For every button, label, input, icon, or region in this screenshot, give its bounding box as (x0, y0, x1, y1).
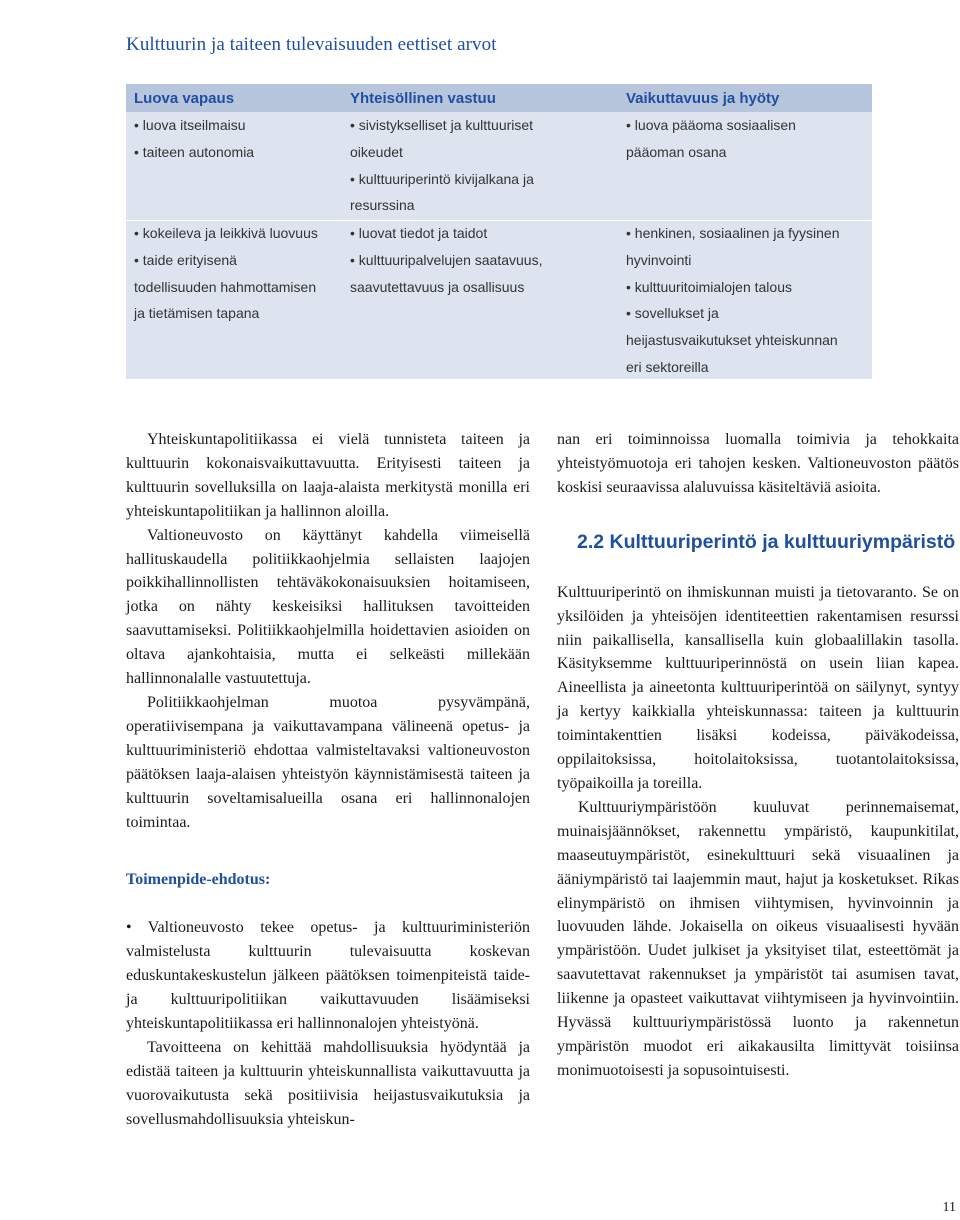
section-heading: 2.2 Kulttuuriperintö ja kulttuuriympäristö (577, 530, 956, 553)
table-line: eri sektoreilla (626, 358, 709, 375)
table-line: • luovat tiedot ja taidot (350, 225, 488, 241)
table-line: hyvinvointi (626, 251, 692, 268)
table-line: • taiteen autonomia (134, 143, 255, 160)
table-line: • kulttuuripalvelujen saatavuus, (350, 251, 543, 268)
left-text-column (126, 428, 530, 1131)
body-paragraph: Kulttuuriperintö on ihmiskunnan muisti ja tietovaranto. Se on yksilöiden ja yhteisöjen identiteettien rakentamisen resurssi niin paikallisella, kansallisella kuin globaalillakin tasolla. Käsityksemme kulttuuriperinnöstä on usein liian kapea. Aineellista ja aineetonta kulttuuriperintöä on säilynyt, syntyy ja kertyy kaikkialla yhteiskunnassa: taiteen ja kulttuurin toimintakenttien lisäksi kodeissa, päiväkodeissa, oppilaitoksissa, hoitolaitoksissa, tuotantolaitoksissa, työpaikoilla ja toreilla. (557, 583, 959, 792)
table-line: saavutettavuus ja osallisuus (350, 278, 525, 295)
page-number: 11 (942, 1200, 956, 1215)
table-line: • henkinen, sosiaalinen ja fyysinen (626, 225, 840, 241)
table-line: resurssina (350, 197, 415, 214)
table-cell (134, 220, 349, 327)
table-line: oikeudet (350, 143, 403, 160)
body-paragraph: Valtioneuvosto on käyttänyt kahdella viimeisellä hallituskaudella politiikkaohjelmia sellaisten laajojen poikkihallinnollisten tehtäväkokonaisuuksien hoitamiseen, jotka on nähty keskeisiksi hallituksen tavoitteiden saavuttamiseksi. Politiikkaohjelmilla hoidettavien asioiden on oltava ajankohtaisia, mutta ei selkeästi millekään hallinnonalalle vastuutettuja. (126, 526, 530, 688)
body-paragraph: Kulttuuriympäristöön kuuluvat perinnemaisemat, muinaisjäännökset, rakennettu ympäristö, kaupunkitilat, maaseutuympäristöt, esinekulttuuri sekä visuaalinen ja ääniympäristö tai laajemmin maut, hajut ja kosketukset. Rikas elinympäristö on ihmisen viihtymisen, hyvinvoinnin ja luovuuden lähde. Jokaisella on oikeus visuaalisesti hyvään ympäristöön. Uudet julkiset ja yksityiset tilat, esteettömät ja saavutettavat rakennukset ja ympäristöt tai asumisen tavat, liikenne ja opasteet vaikuttavat viihtymiseen ja hyvinvointiin. Hyvässä kulttuuriympäristössä luonto ja rakennetun ympäristön muodot eri aikakausilta limittyvät toisiinsa monimuotoisesti ja sopusointuisesti. (557, 798, 959, 1079)
right-text-column (557, 428, 959, 1083)
table-line: todellisuuden hahmottamisen (134, 278, 317, 295)
table-line: • kokeileva ja leikkivä luovuus (134, 225, 318, 241)
table-line: • sovellukset ja (626, 305, 719, 322)
table-cell (350, 220, 620, 300)
header-luova-vapaus: Luova vapaus (134, 90, 235, 107)
table-line: • taide erityisenä (134, 251, 237, 268)
table-line: ja tietämisen tapana (134, 305, 260, 322)
table-cell (626, 112, 868, 166)
header-vaikuttavuus: Vaikuttavuus ja hyöty (626, 90, 780, 107)
body-paragraph: Yhteiskuntapolitiikassa ei vielä tunnisteta taiteen ja kulttuurin kokonaisvaikuttavuutta. Erityisesti taiteen ja kulttuurin sovelluksilla on laaja-alaista merkitystä monilla eri yhteiskuntapolitiikan ja hallinnon aloilla. (126, 431, 530, 520)
proposal-bullet: • Valtioneuvosto tekee opetus- ja kulttuuriministeriön valmistelusta kulttuurin tulevaisuutta koskevan eduskuntakeskustelun jälkeen päätöksen toimenpiteistä taide- ja kulttuuripolitiikan vaikuttavuuden lisäämiseksi yhteiskuntapolitiikassa eri hallinnonalojen yhteistyönä. (126, 919, 530, 1032)
table-cell (134, 112, 349, 166)
table-line: pääoman osana (626, 143, 727, 160)
header-yhteisollinen-vastuu: Yhteisöllinen vastuu (350, 90, 496, 107)
table-cell (626, 220, 868, 381)
table-header-row (126, 84, 872, 112)
values-table (126, 84, 872, 379)
table-line: • luova itseilmaisu (134, 117, 246, 133)
page-title: Kulttuurin ja taiteen tulevaisuuden eettiset arvot (126, 34, 497, 55)
table-cell (350, 112, 620, 219)
table-line: • luova pääoma sosiaalisen (626, 117, 796, 133)
table-line: heijastusvaikutukset yhteiskunnan (626, 332, 838, 349)
table-line: • sivistykselliset ja kulttuuriset (350, 117, 534, 133)
table-line: • kulttuuriperintö kivijalkana ja (350, 170, 534, 187)
proposal-subheading: Toimenpide-ehdotus: (126, 871, 271, 889)
table-body (126, 112, 872, 379)
body-paragraph: Tavoitteena on kehittää mahdollisuuksia hyödyntää ja edistää taiteen ja kulttuurin yhteiskunnallista vaikuttavuutta ja vuorovaikutusta sekä positiivisia heijastusvaikutuksia ja sovellusmahdollisuuksia yhteiskun- (126, 1038, 530, 1128)
body-paragraph: Politiikkaohjelman muotoa pysyvämpänä, operatiivisempana ja vaikuttavampana välineenä opetus- ja kulttuuriministeriö ehdottaa valmisteltavaksi valtioneuvoston päätöksen laaja-alaisen yhteistyön käynnistämisestä taiteen ja kulttuurin soveltamisalueilla osana eri hallinnonalojen toimintaa. (126, 693, 530, 831)
body-paragraph: nan eri toiminnoissa luomalla toimivia ja tehokkaita yhteistyömuotoja eri tahojen kesken. Valtioneuvoston päätös koskisi seuraavissa alaluvuissa käsiteltäviä asioita. (557, 431, 959, 496)
table-line: • kulttuuritoimialojen talous (626, 278, 792, 295)
